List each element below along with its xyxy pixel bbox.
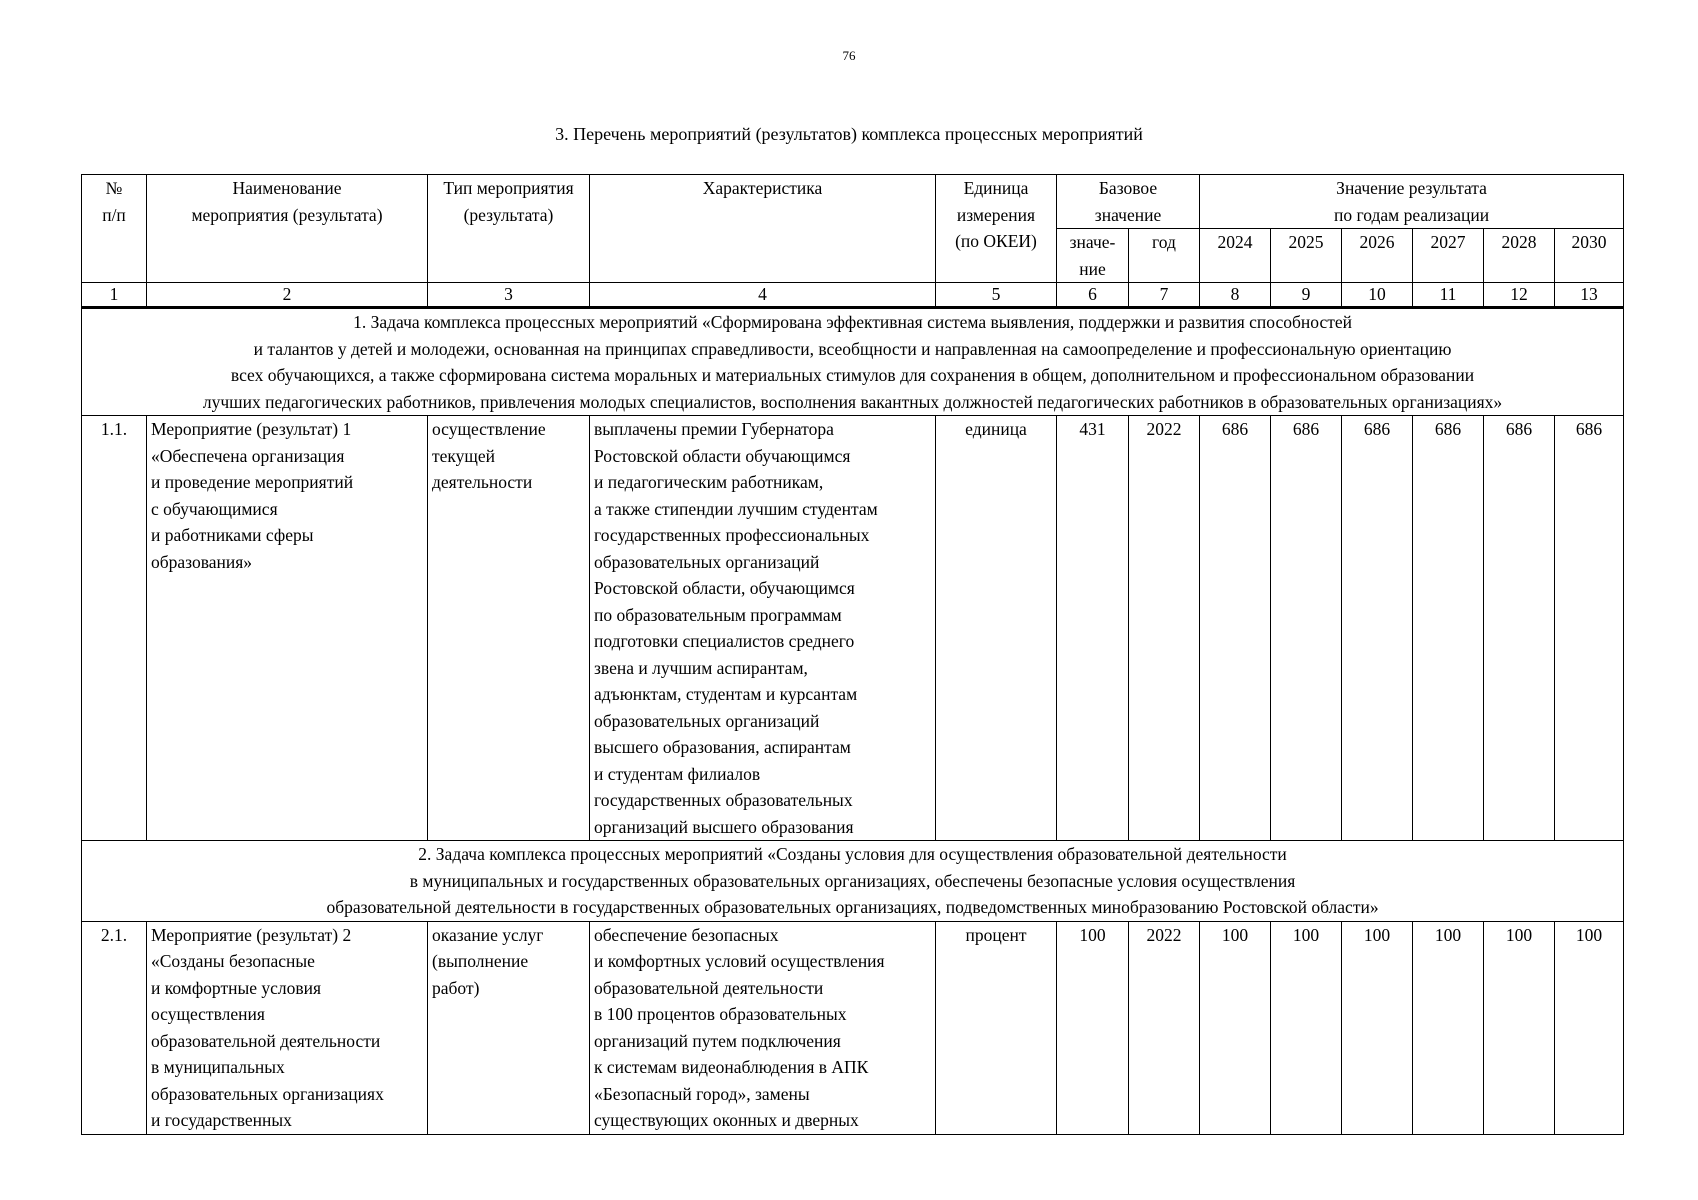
header-characteristic: Характеристика [590, 175, 936, 283]
column-number: 7 [1129, 283, 1200, 308]
unit: единица [936, 416, 1057, 841]
column-number: 8 [1200, 283, 1271, 308]
column-number: 2 [147, 283, 428, 308]
measure-name: Мероприятие (результат) 2 «Созданы безопасные и комфортные условия осуществления образовательной деятельности в муниципальных образовательных организациях и государственных [147, 921, 428, 1134]
row-number: 2.1. [82, 921, 147, 1134]
header-type: Тип мероприятия (результата) [428, 175, 590, 283]
header-result: Значение результата по годам реализации [1200, 175, 1624, 229]
header-year: 2024 [1200, 229, 1271, 283]
header-year: 2025 [1271, 229, 1342, 283]
measures-table [81, 174, 1624, 1135]
column-number: 13 [1555, 283, 1624, 308]
header-name: Наименование мероприятия (результата) [147, 175, 428, 283]
measure-type: осуществление текущей деятельности [428, 416, 590, 841]
year-value: 100 [1342, 921, 1413, 1134]
year-value: 686 [1342, 416, 1413, 841]
measure-type: оказание услуг (выполнение работ) [428, 921, 590, 1134]
base-year: 2022 [1129, 921, 1200, 1134]
column-number: 4 [590, 283, 936, 308]
year-value: 100 [1271, 921, 1342, 1134]
column-number: 1 [82, 283, 147, 308]
header-base-value: значе- ние [1057, 229, 1129, 283]
year-value: 100 [1555, 921, 1624, 1134]
year-value: 686 [1555, 416, 1624, 841]
year-value: 686 [1200, 416, 1271, 841]
column-number-row [82, 283, 1624, 308]
year-value: 100 [1413, 921, 1484, 1134]
column-number: 6 [1057, 283, 1129, 308]
measure-characteristic: выплачены премии Губернатора Ростовской области обучающимся и педагогическим работникам, а также стипендии лучшим студентам государственных профессиональных образовательных организаций Ростовской области, обучающимся по образовательным программам подготовки специалистов среднего звена и лучшим аспирантам, адъюнктам, студентам и курсантам образовательных организаций высшего образования, аспирантам и студентам филиалов государственных образовательных организаций высшего образования [590, 416, 936, 841]
year-value: 100 [1484, 921, 1555, 1134]
unit: процент [936, 921, 1057, 1134]
task-2-heading: 2. Задача комплекса процессных мероприятий «Созданы условия для осуществления образовательной деятельности в муниципальных и государственных образовательных организациях, обеспечены безопасные условия осуществления образовательной деятельности в государственных образовательных организациях, подведомственных минобразованию Ростовской области» [82, 841, 1624, 922]
header-base-year: год [1129, 229, 1200, 283]
measure-characteristic: обеспечение безопасных и комфортных условий осуществления образовательной деятельности в 100 процентов образовательных организаций путем подключения к системам видеонаблюдения в АПК «Безопасный город», замены существующих оконных и дверных [590, 921, 936, 1134]
base-year: 2022 [1129, 416, 1200, 841]
column-number: 12 [1484, 283, 1555, 308]
header-year: 2028 [1484, 229, 1555, 283]
column-number: 9 [1271, 283, 1342, 308]
column-number: 11 [1413, 283, 1484, 308]
measure-name: Мероприятие (результат) 1 «Обеспечена организация и проведение мероприятий с обучающимися и работниками сферы образования» [147, 416, 428, 841]
header-no: № п/п [82, 175, 147, 283]
task-1-heading: 1. Задача комплекса процессных мероприятий «Сформирована эффективная система выявления, поддержки и развития способностей и талантов у детей и молодежи, основанная на принципах справедливости, всеобщности и направленная на самоопределение и профессиональную ориентацию всех обучающихся, а также сформирована система моральных и материальных стимулов для сохранения в общем, дополнительном и профессиональном образовании лучших педагогических работников, привлечения молодых специалистов, восполнения вакантных должностей педагогических работников в образовательных организациях» [82, 308, 1624, 416]
header-year: 2030 [1555, 229, 1624, 283]
column-number: 3 [428, 283, 590, 308]
header-base: Базовое значение [1057, 175, 1200, 229]
year-value: 100 [1200, 921, 1271, 1134]
year-value: 686 [1413, 416, 1484, 841]
base-value: 431 [1057, 416, 1129, 841]
year-value: 686 [1271, 416, 1342, 841]
base-value: 100 [1057, 921, 1129, 1134]
page-title: 3. Перечень мероприятий (результатов) комплекса процессных мероприятий [555, 124, 1143, 144]
row-number: 1.1. [82, 416, 147, 841]
column-number: 10 [1342, 283, 1413, 308]
table-row [82, 921, 1624, 1134]
table-row [82, 416, 1624, 841]
header-unit: Единица измерения (по ОКЕИ) [936, 175, 1057, 283]
page-number: 76 [842, 48, 856, 63]
year-value: 686 [1484, 416, 1555, 841]
column-number: 5 [936, 283, 1057, 308]
header-year: 2026 [1342, 229, 1413, 283]
header-year: 2027 [1413, 229, 1484, 283]
